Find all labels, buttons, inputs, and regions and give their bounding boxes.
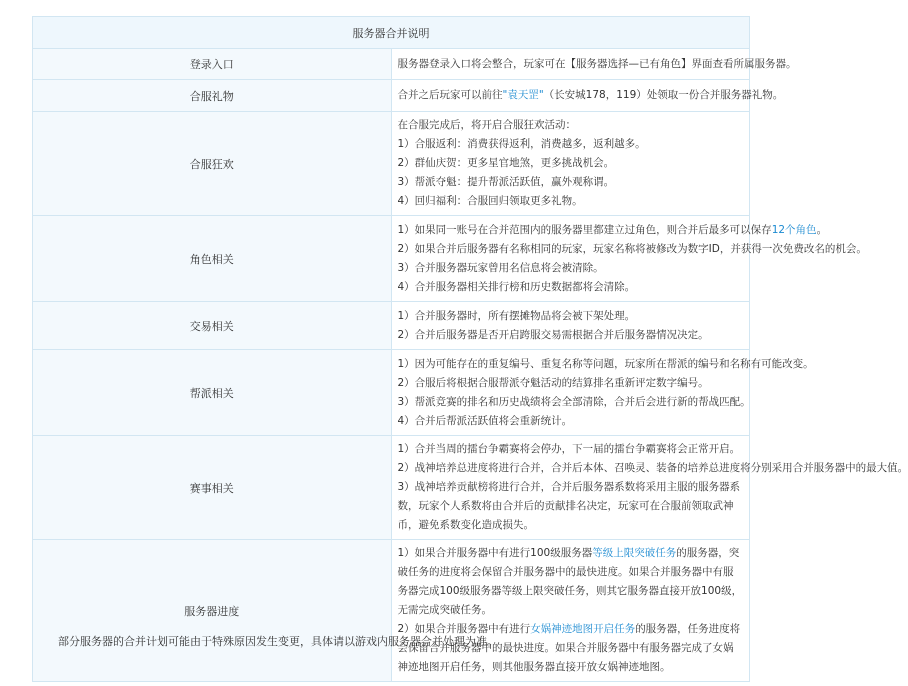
role-limit-highlight: 12个角色 xyxy=(771,223,817,236)
npc-link[interactable]: "袁天罡" xyxy=(502,89,544,101)
row-label-role: 角色相关 xyxy=(33,216,392,302)
row-label-guild: 帮派相关 xyxy=(33,350,392,436)
guild-line: 3）帮派竞赛的排名和历史战绩将会全部清除，合并后会进行新的帮战匹配。 xyxy=(397,395,751,408)
footnote: 部分服务器的合并计划可能由于特殊原因发生变更，具体请以游戏内服务器合并处理为准。 xyxy=(58,635,498,648)
gift-text-pre: 合并之后玩家可以前往 xyxy=(397,89,503,101)
role-line: 3）合并服务器玩家曾用名信息将会被清除。 xyxy=(397,261,604,274)
progress-para-1 xyxy=(398,544,744,620)
trade-line: 1）合并服务器时，所有摆摊物品将会被下架处理。 xyxy=(397,309,636,322)
row-label-gift: 合服礼物 xyxy=(33,80,392,112)
row-label-trade: 交易相关 xyxy=(33,302,392,350)
table-row xyxy=(33,302,750,350)
table-row xyxy=(33,540,750,682)
row-content-match xyxy=(391,436,908,540)
role-line1-post: 。 xyxy=(816,223,828,236)
gift-text xyxy=(397,86,784,105)
guild-line: 1）因为可能存在的重复编号、重复名称等问题，玩家所在帮派的编号和名称有可能改变。 xyxy=(397,357,814,370)
row-content-trade xyxy=(391,302,750,350)
role-line: 2）如果合并后服务器有名称相同的玩家，玩家名称将被修改为数字ID，并获得一次免费改名的机会。 xyxy=(397,242,867,255)
table-header-row xyxy=(33,17,750,49)
row-label-carnival: 合服狂欢 xyxy=(33,112,392,216)
role-line1-pre: 1）如果同一账号在合并范围内的服务器里都建立过角色，则合并后最多可以保存 xyxy=(397,223,772,236)
progress-p1-pre: 1）如果合并服务器中有进行100级服务器 xyxy=(397,547,593,559)
match-line: 2）战神培养总进度将进行合并，合并后本体、召唤灵、装备的培养总进度将分别采用合并服务器中的最大值。 xyxy=(397,462,908,474)
table-row xyxy=(33,49,750,80)
role-line xyxy=(397,221,828,240)
row-content-carnival xyxy=(391,112,750,216)
table-row xyxy=(33,350,750,436)
guild-line: 4）合并后帮派活跃值将会重新统计。 xyxy=(397,414,573,427)
table-row xyxy=(33,216,750,302)
row-content-gift xyxy=(391,80,784,112)
progress-p2-post: 的服务器，任务进度将会保留合并服务器中的最快进度。如果合并服务器中有服务器完成了女娲神迹地图开启任务，则其他服务器直接开放女娲神迹地图。 xyxy=(397,623,741,673)
row-label-match: 赛事相关 xyxy=(33,436,392,540)
carnival-line: 在合服完成后，将开启合服狂欢活动： xyxy=(397,119,576,131)
table-row xyxy=(33,112,750,216)
row-content-progress xyxy=(391,540,750,682)
gift-text-post: （长安城178，119）处领取一份合并服务器礼物。 xyxy=(543,89,784,101)
server-merge-table xyxy=(32,16,908,682)
match-line: 1）合并当周的擂台争霸赛将会停办，下一届的擂台争霸赛将会正常开启。 xyxy=(397,443,741,455)
row-content-role xyxy=(391,216,867,302)
progress-p1-post: 的服务器，突破任务的进度将会保留合并服务器中的最快进度。如果合并服务器中有服务器完成100级服务器等级上限突破任务，则其它服务器直接开放100级，无需完成突破任务。 xyxy=(397,547,743,616)
carnival-line: 3）帮派夺魁：提升帮派活跃值，赢外观称谓。 xyxy=(397,176,615,188)
guild-line: 2）合服后将根据合服帮派夺魁活动的结算排名重新评定数字编号。 xyxy=(397,376,709,389)
row-label-progress: 服务器进度 xyxy=(33,540,392,682)
table-title: 服务器合并说明 xyxy=(33,17,750,49)
table-row xyxy=(33,436,750,540)
table-row xyxy=(33,80,750,112)
row-content-guild xyxy=(391,350,814,436)
carnival-line: 4）回归福利：合服回归领取更多礼物。 xyxy=(397,195,583,207)
row-content-login xyxy=(391,49,797,80)
row-label-login: 登录入口 xyxy=(33,49,392,80)
role-line: 4）合并服务器相关排行榜和历史数据都将会清除。 xyxy=(397,280,636,293)
trade-line: 2）合并后服务器是否开启跨服交易需根据合并后服务器情况决定。 xyxy=(397,328,709,341)
carnival-line: 2）群仙庆贺：更多星官地煞，更多挑战机会。 xyxy=(397,157,615,169)
nuwa-task-link[interactable]: 女娲神迹地图开启任务 xyxy=(530,623,636,635)
carnival-line: 1）合服返利：消费获得返利，消费越多，返利越多。 xyxy=(397,138,646,150)
match-line: 3）战神培养贡献榜将进行合并，合并后服务器系数将采用主服的服务器系数，玩家个人系数将由合并后的贡献排名决定，玩家可在合服前领取武神币，避免系数变化造成损失。 xyxy=(397,481,741,531)
login-text: 服务器登录入口将会整合，玩家可在【服务器选择—已有角色】界面查看所属服务器。 xyxy=(397,57,797,70)
breakthrough-task-link[interactable]: 等级上限突破任务 xyxy=(592,547,677,559)
progress-p2-pre: 2）如果合并服务器中有进行 xyxy=(397,623,531,635)
